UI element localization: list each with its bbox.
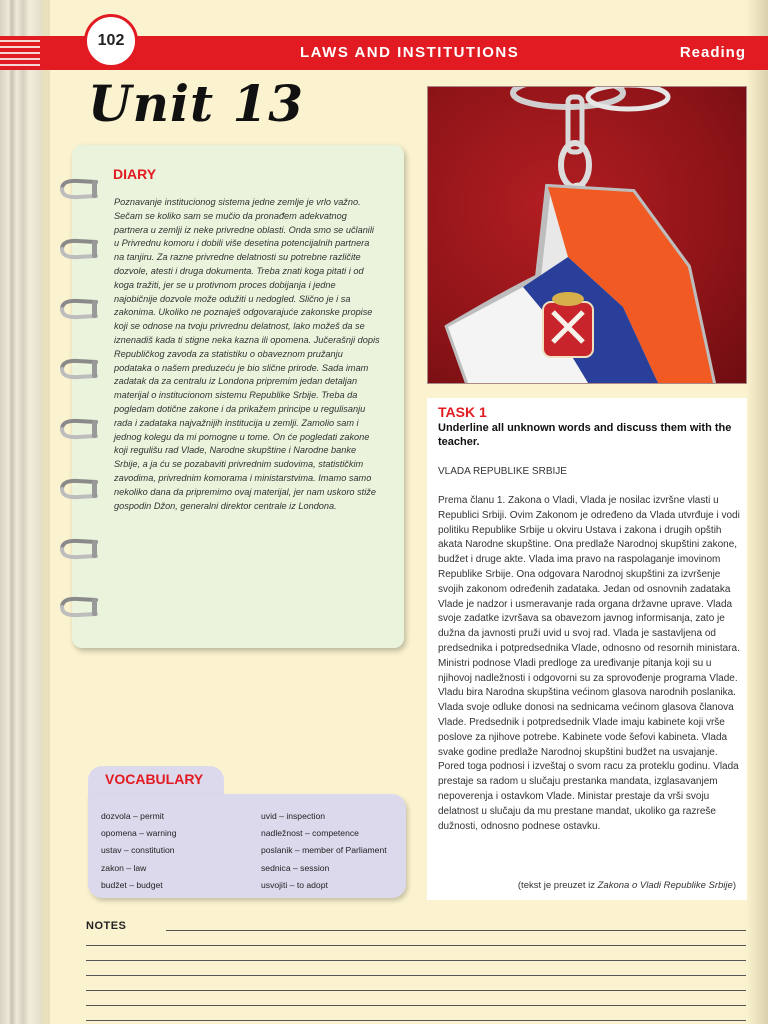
keychain-photo: [427, 86, 747, 384]
task-text-heading: VLADA REPUBLIKE SRBIJE: [438, 466, 567, 477]
notebook-ring-icon: [58, 418, 98, 440]
note-line: [86, 1020, 746, 1021]
serbian-flag-keychain-icon: [428, 87, 746, 383]
chapter-title: LAWS AND INSTITUTIONS: [300, 44, 520, 61]
vocab-item: ustav – constitution: [101, 845, 175, 856]
vocabulary-title: VOCABULARY: [105, 771, 204, 787]
task-text-body: Prema članu 1. Zakona o Vladi, Vlada je nosilac izvršne vlasti u Republici Srbiji. Ovim Zakonom je određeno da Vlada utvrđuje i vodi politiku Republike Srbije u okviru Ustava i zakona i drugih opštih akata Narodne skupštine. Ona predlaže Narodnoj skupštini zakone, budžet i druge akte. Vlada ima pravo na raspolaganje imovinom Republike Srbije. Ona odgovara Narodnoj skupštini za izvršenje svojih zakonom određenih zadataka. Jedan od osnovnih zadataka Vlade je nadzor i usmeravanje rada organa državne uprave. Vlada svoje zadatke izvršava sa obavezom javnog informisanja, zato je dužna da javnosti pruži uvid u svoj rad. Vlada je sastavljena od predsednika i potpredsednika Vlade, odnosno od resornih ministara. Ministri podnose Vladi predloge za uređivanje pitanja koji su u njihovoj nadležnosti i odgovorni su za sprovođenje programa Vlade. Vladu bira Narodna skupština većinom glasova narodnih poslanika. Vlada svoje odluke donosi na sednicama većinom glasova članova Vlade. Predsednik i potpredsednik Vlade imaju kabinete koji vrše poslove za njihove potrebe. Kabinete vode šefovi kabineta. Vlada svake godine predlaže Narodnoj skupštini budžet na usvajanje. Pored toga podnosi i izveštaj o svom racu za proteklu godinu. Vlada prestaje sa radom u slučaju prestanka mandata, izglasavanjem nepoverenja i ostavkom Vlade. Ministar prestaje da vrši svoju delatnost u slučaju da mu prestane mandat, ukoliko ga razreše dužnosti, odnosno podnese ostavku.: [438, 495, 740, 832]
book-page-edges: [0, 0, 42, 1024]
note-line: [166, 930, 746, 931]
note-line: [86, 960, 746, 961]
vocab-item: nadležnost – competence: [261, 828, 359, 839]
notebook-ring-icon: [58, 478, 98, 500]
unit-title: Unit 13: [88, 74, 305, 133]
diary-text: Poznavanje institucionog sistema jedne zemlje je vrlo važno. Sečam se koliko sam se mučio da pronađem adekvatnog partnera u zemlji iz neke privredne oblasti. Onda smo se učlanili u Privrednu komoru i dobili više desetina potencijalnih partnera na tanjiru. Za razne privredne delatnosti su potrebne različite dozvole, atesti i druga dokumenta. Treba znati koga pitati i od koga tražiti, jer se u protivnom proces dobijanja i jedne najobičnije dozvole može odužiti u nedogled. Slično je i sa zakonima. Ukoliko ne poznaješ odgovarajuće zakonske propise koji se odnose na tvoju privrednu delatnost, lako možeš da se iznenadiš kada ti stigne neka kazna ili opomena. Jučerašnji dopis Republičkog zavoda za statistiku o obaveznom pružanju podataka o našem preduzeću je bio slične prirode. Sada imam zadatak da za centralu iz Londona pripremim jedan detaljan materijal o institucionom sistemu Republike Srbije. Treba da pogledam dotične zakone i da prikažem principe u regulisanju rada i zadataka najvažnijih institucija u zemlji. Zamolio sam i jednog kolegu da mi pomogne u tome. On će pogledati zakone koji regulišu rad Vlade, Narodne skupštine i Narodne banke Srbije, a ja ću se pozabaviti privrednim sudovima, statističkim zavodima, privrednim komorama i ministarstvima. Imamo samo nekoliko dana da pripremimo ovaj materijal, jer nam uskoro stiže gospodin Džon, generalni direktor centrale iz Londona.: [114, 197, 380, 511]
notebook-ring-icon: [58, 238, 98, 260]
vocab-item: zakon – law: [101, 862, 147, 873]
task-source: [470, 880, 736, 891]
vocab-item: opomena – warning: [101, 828, 177, 839]
vocab-item: sednica – session: [261, 862, 330, 873]
section-label: Reading: [679, 44, 746, 61]
vocab-item: usvojiti – to adopt: [261, 879, 328, 890]
task-title: TASK 1: [438, 404, 487, 420]
source-prefix: (tekst je preuzet iz: [517, 880, 598, 891]
vocab-item: uvid – inspection: [261, 811, 326, 821]
diary-title: DIARY: [113, 166, 157, 182]
notebook-ring-icon: [58, 596, 98, 618]
note-line: [86, 990, 746, 991]
source-suffix: ): [732, 880, 736, 891]
note-line: [86, 975, 746, 976]
notebook-ring-icon: [58, 358, 98, 380]
page-margin: [42, 0, 50, 1024]
page-shadow: [746, 0, 768, 1024]
page-number: 102: [84, 14, 138, 68]
note-line: [86, 1005, 746, 1006]
source-title: Zakona o Vladi Republike Srbije: [597, 880, 733, 891]
vocab-item: budžet – budget: [101, 879, 163, 890]
vocab-item: dozvola – permit: [101, 811, 165, 821]
notes-label: NOTES: [86, 920, 127, 932]
vocab-item: poslanik – member of Parliament: [261, 845, 387, 856]
note-line: [86, 945, 746, 946]
vocabulary-column-right: [261, 808, 387, 894]
vocabulary-column-left: [101, 808, 177, 894]
notebook-ring-icon: [58, 298, 98, 320]
task-instruction: Underline all unknown words and discuss them with the teacher.: [438, 422, 732, 448]
notebook-ring-icon: [58, 178, 98, 200]
header-stripes: [0, 36, 40, 70]
notebook-ring-icon: [58, 538, 98, 560]
